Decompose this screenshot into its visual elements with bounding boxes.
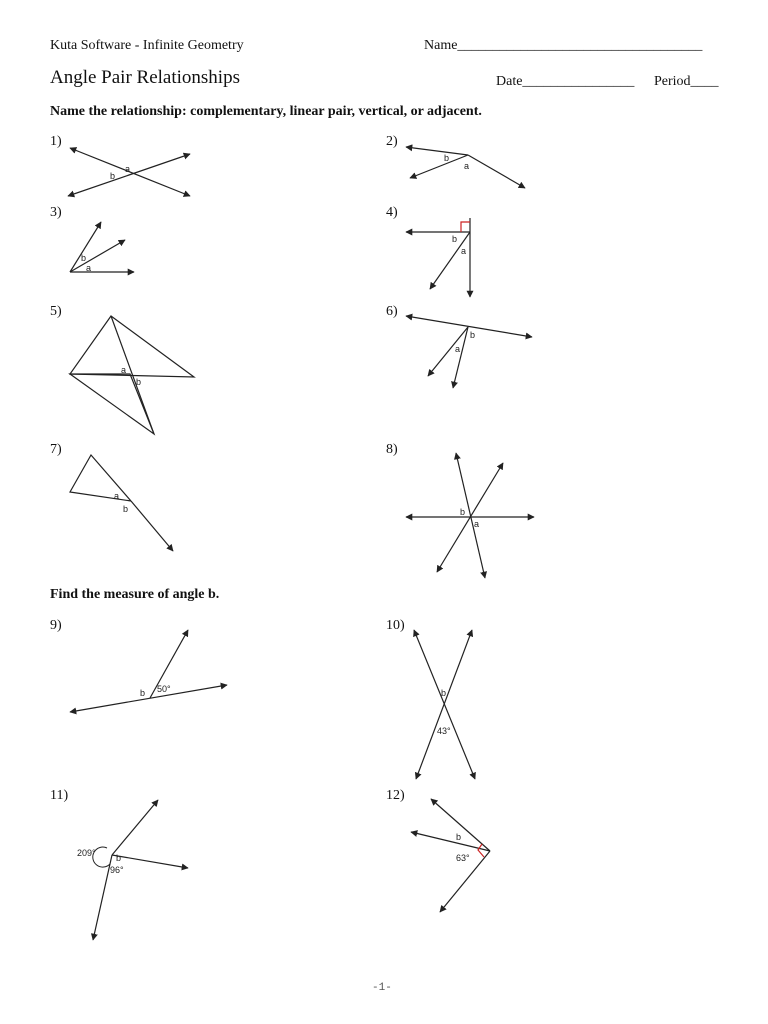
problem-number: 3) [50, 205, 62, 220]
angle-label: b [140, 688, 146, 698]
angle-label: b [81, 253, 87, 263]
angle-label: 96° [110, 865, 124, 875]
date-field: Date________________ [496, 74, 635, 89]
ray [112, 800, 158, 855]
line [406, 316, 532, 337]
angle-label: 50° [157, 684, 171, 694]
right-angle-mark [478, 844, 484, 857]
problem-number: 6) [386, 304, 398, 319]
angle-label: a [121, 365, 127, 375]
ray [468, 155, 525, 188]
figure-6 [406, 316, 532, 388]
problem-number: 12) [386, 788, 405, 803]
measure-instruction: Find the measure of angle b. [50, 587, 220, 602]
angle-label: 43° [437, 726, 451, 736]
problem-number: 1) [50, 134, 62, 149]
angle-label: 209° [77, 848, 96, 858]
line [416, 630, 472, 779]
figure-10 [414, 630, 475, 779]
problem-number: 8) [386, 442, 398, 457]
figure-8 [406, 453, 534, 578]
angle-label: a [474, 519, 480, 529]
page-number: -1- [372, 982, 392, 994]
problem-number: 2) [386, 134, 398, 149]
angle-label: b [441, 688, 447, 698]
angle-label: a [86, 263, 92, 273]
problem-number: 9) [50, 618, 62, 633]
angle-label: a [455, 344, 461, 354]
triangle [70, 374, 154, 434]
angle-label: a [125, 164, 131, 174]
figure-7 [70, 455, 173, 551]
angle-label: b [444, 153, 450, 163]
figure-2 [406, 147, 525, 188]
triangle [70, 316, 194, 377]
ray [131, 501, 173, 551]
ray [410, 155, 468, 178]
angle-label: 63° [456, 853, 470, 863]
worksheet-title: Angle Pair Relationships [50, 67, 240, 88]
problem-number: 11) [50, 788, 69, 803]
angle-label: b [123, 504, 129, 514]
angle-label: b [116, 853, 122, 863]
ray [68, 154, 190, 196]
figure-12 [411, 799, 490, 912]
angle-label: a [461, 246, 467, 256]
right-angle-mark [461, 222, 470, 232]
period-field: Period____ [654, 74, 719, 89]
problem-number: 7) [50, 442, 62, 457]
publisher-line: Kuta Software - Infinite Geometry [50, 38, 244, 53]
relationship-instruction: Name the relationship: complementary, linear pair, vertical, or adjacent. [50, 104, 482, 119]
angle-label: b [136, 377, 142, 387]
angle-label: b [110, 171, 116, 181]
angle-label: b [470, 330, 476, 340]
ray [406, 147, 468, 155]
problem-number: 4) [386, 205, 398, 220]
figure-4 [406, 218, 470, 297]
figure-11 [77, 800, 188, 940]
angle-label: b [452, 234, 458, 244]
figure-5 [70, 316, 194, 434]
figure-9 [70, 630, 227, 712]
ray [411, 832, 490, 851]
problem-number: 10) [386, 618, 405, 633]
name-field: Name___________________________________ [424, 38, 703, 53]
ray [430, 232, 470, 289]
angle-label: a [114, 491, 120, 501]
angle-label: a [464, 161, 470, 171]
ray [431, 799, 490, 851]
ray [70, 240, 125, 272]
figure-1 [68, 148, 190, 196]
line [70, 685, 227, 712]
triangle [70, 455, 131, 501]
figure-3 [70, 222, 134, 273]
angle-label: b [460, 507, 466, 517]
angle-label: b [456, 832, 462, 842]
problem-number: 5) [50, 304, 62, 319]
